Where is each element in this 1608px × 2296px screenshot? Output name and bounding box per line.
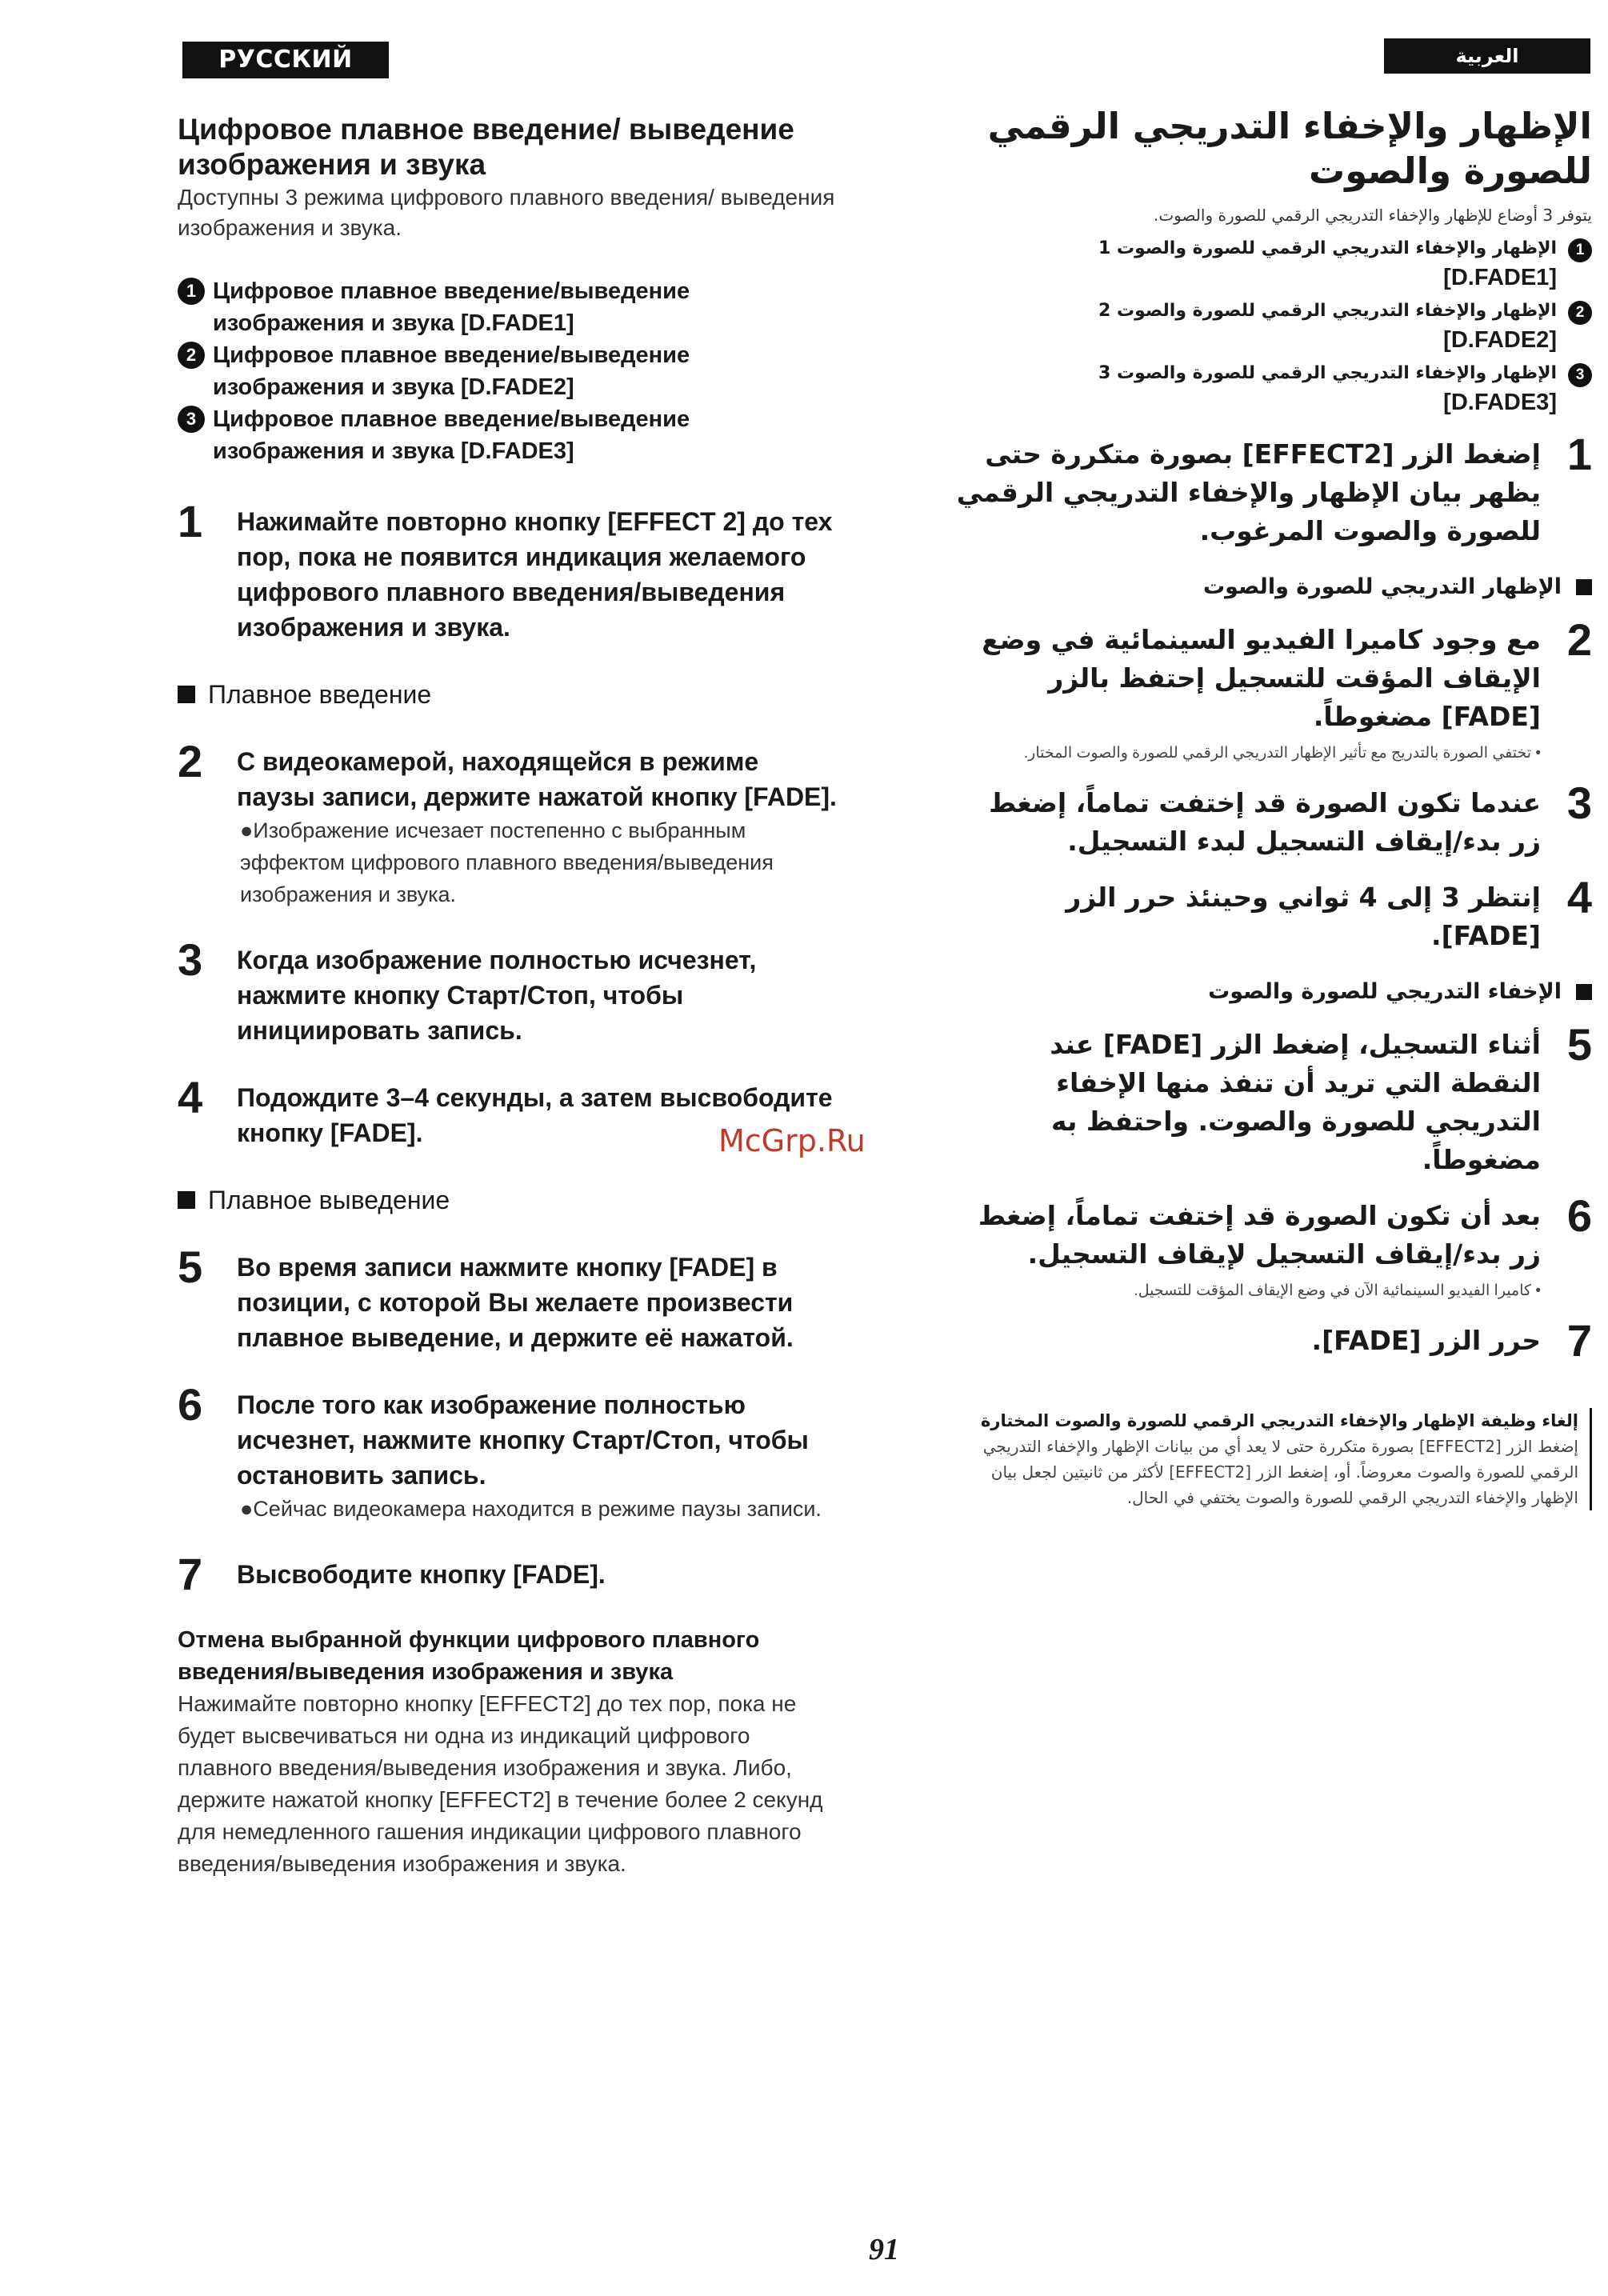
step-number: 7 xyxy=(178,1549,203,1599)
step-text: أثناء التسجيل، إضغط الزر [FADE] عند النقطة التي تريد أن تنفذ منها الإخفاء التدريجي للصورة والصوت. واحتفظ به مضغوطاً. xyxy=(1050,1029,1541,1175)
step-3-arabic xyxy=(952,778,1592,861)
step-text: عندما تكون الصورة قد إختفت تماماً، إضغط زر بدء/إيقاف التسجيل لبدء التسجيل. xyxy=(988,787,1541,857)
step-3 xyxy=(178,934,842,1048)
arabic-column xyxy=(952,104,1592,1510)
mode-item xyxy=(952,235,1592,293)
number-circle-icon: 3 xyxy=(1568,363,1592,387)
step-1 xyxy=(178,496,842,645)
language-badge-russian: РУССКИЙ ЯЗЫК xyxy=(182,42,389,78)
cancel-block-arabic xyxy=(952,1408,1592,1510)
step-number: 7 xyxy=(1566,1315,1592,1366)
step-2 xyxy=(178,736,842,910)
mode-text: Цифровое плавное введение/выведение изображения и звука [D.FADE3] xyxy=(213,406,690,464)
step-5 xyxy=(178,1242,842,1355)
step-text: حرر الزر [FADE]. xyxy=(1311,1325,1541,1356)
language-badge-arabic: العربية xyxy=(1384,38,1590,74)
step-4-arabic xyxy=(952,872,1592,955)
subheading-fade-in-arabic xyxy=(952,571,1592,603)
number-circle-icon: 1 xyxy=(178,278,205,305)
step-number: 4 xyxy=(178,1072,203,1122)
step-2-arabic xyxy=(952,614,1592,766)
mode-text: Цифровое плавное введение/выведение изображения и звука [D.FADE1] xyxy=(213,278,690,336)
mode-code: [D.FADE3] xyxy=(1443,390,1557,415)
step-text: بعد أن تكون الصورة قد إختفت تماماً، إضغط زر بدء/إيقاف التسجيل لإيقاف التسجيل. xyxy=(978,1200,1541,1270)
step-number: 6 xyxy=(1566,1190,1592,1241)
step-note: • كاميرا الفيديو السينمائية الآن في وضع الإيقاف المؤقت للتسجيل. xyxy=(1134,1282,1541,1299)
cancel-title: إلغاء وظيفة الإظهار والإخفاء التدريجي الرقمي للصورة والصوت المختارة xyxy=(980,1411,1578,1430)
mode-item xyxy=(952,298,1592,355)
watermark-text: McGrp.Ru xyxy=(718,1123,866,1158)
step-note: • تختفي الصورة بالتدريج مع تأثير الإظهار التدريجي الرقمي للصورة والصوت المختار. xyxy=(1023,745,1541,762)
step-number: 5 xyxy=(1566,1019,1592,1070)
step-text: إضغط الزر [EFFECT2] بصورة متكررة حتى يظهر بيان الإظهار والإخفاء التدريجي الرقمي للصورة والصوت المرغوب. xyxy=(956,438,1541,546)
subheading-text: الإظهار التدريجي للصورة والصوت xyxy=(1203,574,1562,599)
mode-item xyxy=(952,360,1592,418)
step-number: 3 xyxy=(178,934,203,985)
mode-item xyxy=(178,275,842,339)
subheading-fade-out xyxy=(178,1182,842,1218)
step-text: Когда изображение полностью исчезнет, нажмите кнопку Старт/Стоп, чтобы инициировать запись. xyxy=(237,946,757,1045)
section-title: Цифровое плавное введение/ выведение изображения и звука xyxy=(178,113,794,181)
mode-code: [D.FADE2] xyxy=(1443,327,1557,353)
step-text: إنتظر 3 إلى 4 ثواني وحينئذ حرر الزر [FADE]. xyxy=(1066,882,1541,951)
mode-text: الإظهار والإخفاء التدريجي الرقمي للصورة والصوت 2 xyxy=(1098,301,1557,321)
russian-column xyxy=(178,112,842,1880)
mode-text: Цифровое плавное введение/выведение изображения и звука [D.FADE2] xyxy=(213,342,690,400)
subheading-text: الإخفاء التدريجي للصورة والصوت xyxy=(1208,979,1562,1004)
step-note: ●Сейчас видеокамера находится в режиме паузы записи. xyxy=(240,1497,822,1521)
section-intro-arabic: يتوفر 3 أوضاع للإظهار والإخفاء التدريجي الرقمي للصورة والصوت. xyxy=(1153,206,1592,225)
step-note: ●Изображение исчезает постепенно с выбранным эффектом цифрового плавного введения/выведения изображения и звука. xyxy=(240,818,774,906)
number-circle-icon: 2 xyxy=(1568,301,1592,325)
mode-list xyxy=(178,275,842,467)
cancel-body: إضغط الزر [EFFECT2] بصورة متكررة حتى لا يعد أي من بيانات الإظهار والإخفاء التدريجي الرقمي للصورة والصوت معروضاً. أو، إضغط الزر [EFFECT2] لأكثر من ثانيتين لجعل بيان الإظهار والإخفاء التدريجي الرقمي للصورة والصوت يختفي في الحال. xyxy=(982,1437,1578,1507)
page-number: 91 xyxy=(869,2233,899,2266)
step-number: 2 xyxy=(1566,614,1592,665)
step-6 xyxy=(178,1379,842,1525)
square-bullet-icon xyxy=(1576,984,1592,1000)
square-bullet-icon xyxy=(1576,579,1592,595)
step-text: С видеокамерой, находящейся в режиме паузы записи, держите нажатой кнопку [FADE]. xyxy=(237,747,837,811)
step-text: Высвободите кнопку [FADE]. xyxy=(237,1560,606,1589)
step-text: Подождите 3–4 секунды, а затем высвободите кнопку [FADE]. xyxy=(237,1083,833,1147)
step-text: مع وجود كاميرا الفيديو السينمائية في وضع الإيقاف المؤقت للتسجيل إحتفظ بالزر [FADE] مضغوطاً. xyxy=(982,624,1541,732)
step-number: 2 xyxy=(178,736,203,786)
cancel-title: Отмена выбранной функции цифрового плавного введения/выведения изображения и звука xyxy=(178,1627,760,1685)
step-text: Нажимайте повторно кнопку [EFFECT 2] до тех пор, пока не появится индикация желаемого цифрового плавного введения/выведения изображения и звука. xyxy=(237,507,833,642)
step-6-arabic xyxy=(952,1190,1592,1304)
number-circle-icon: 2 xyxy=(178,342,205,369)
mode-text: الإظهار والإخفاء التدريجي الرقمي للصورة والصوت 1 xyxy=(1098,238,1557,258)
mode-item xyxy=(178,403,842,467)
square-bullet-icon xyxy=(178,686,195,703)
step-number: 1 xyxy=(1566,429,1592,479)
subheading-fade-out-arabic xyxy=(952,976,1592,1008)
step-text: После того как изображение полностью исчезнет, нажмите кнопку Старт/Стоп, чтобы остановить запись. xyxy=(237,1390,809,1490)
subheading-fade-in xyxy=(178,677,842,712)
cancel-body: Нажимайте повторно кнопку [EFFECT2] до тех пор, пока не будет высвечиваться ни одна из индикаций цифрового плавного введения/выведения изображения и звука. Либо, держите нажатой кнопку [EFFECT2] в течение более 2 секунд для немедленного гашения индикации цифрового плавного введения/выведения изображения и звука. xyxy=(178,1691,823,1876)
step-text: Во время записи нажмите кнопку [FADE] в позиции, с которой Вы желаете произвести плавное выведение, и держите её нажатой. xyxy=(237,1253,794,1352)
step-number: 5 xyxy=(178,1242,203,1292)
mode-text: الإظهار والإخفاء التدريجي الرقمي للصورة والصوت 3 xyxy=(1098,363,1557,383)
step-number: 4 xyxy=(1566,872,1592,922)
step-number: 3 xyxy=(1566,778,1592,828)
mode-item xyxy=(178,339,842,403)
step-7-arabic xyxy=(952,1315,1592,1366)
step-1-arabic xyxy=(952,429,1592,550)
subheading-text: Плавное введение xyxy=(208,680,432,709)
section-title-arabic: الإظهار والإخفاء التدريجي الرقمي للصورة والصوت xyxy=(987,105,1592,192)
square-bullet-icon xyxy=(178,1191,195,1209)
mode-code: [D.FADE1] xyxy=(1443,265,1557,290)
number-circle-icon: 1 xyxy=(1568,238,1592,262)
step-5-arabic xyxy=(952,1019,1592,1179)
step-7 xyxy=(178,1549,842,1599)
subheading-text: Плавное выведение xyxy=(208,1186,450,1214)
step-number: 6 xyxy=(178,1379,203,1430)
step-number: 1 xyxy=(178,496,203,546)
section-intro: Доступны 3 режима цифрового плавного введения/ выведения изображения и звука. xyxy=(178,185,835,240)
number-circle-icon: 3 xyxy=(178,406,205,433)
